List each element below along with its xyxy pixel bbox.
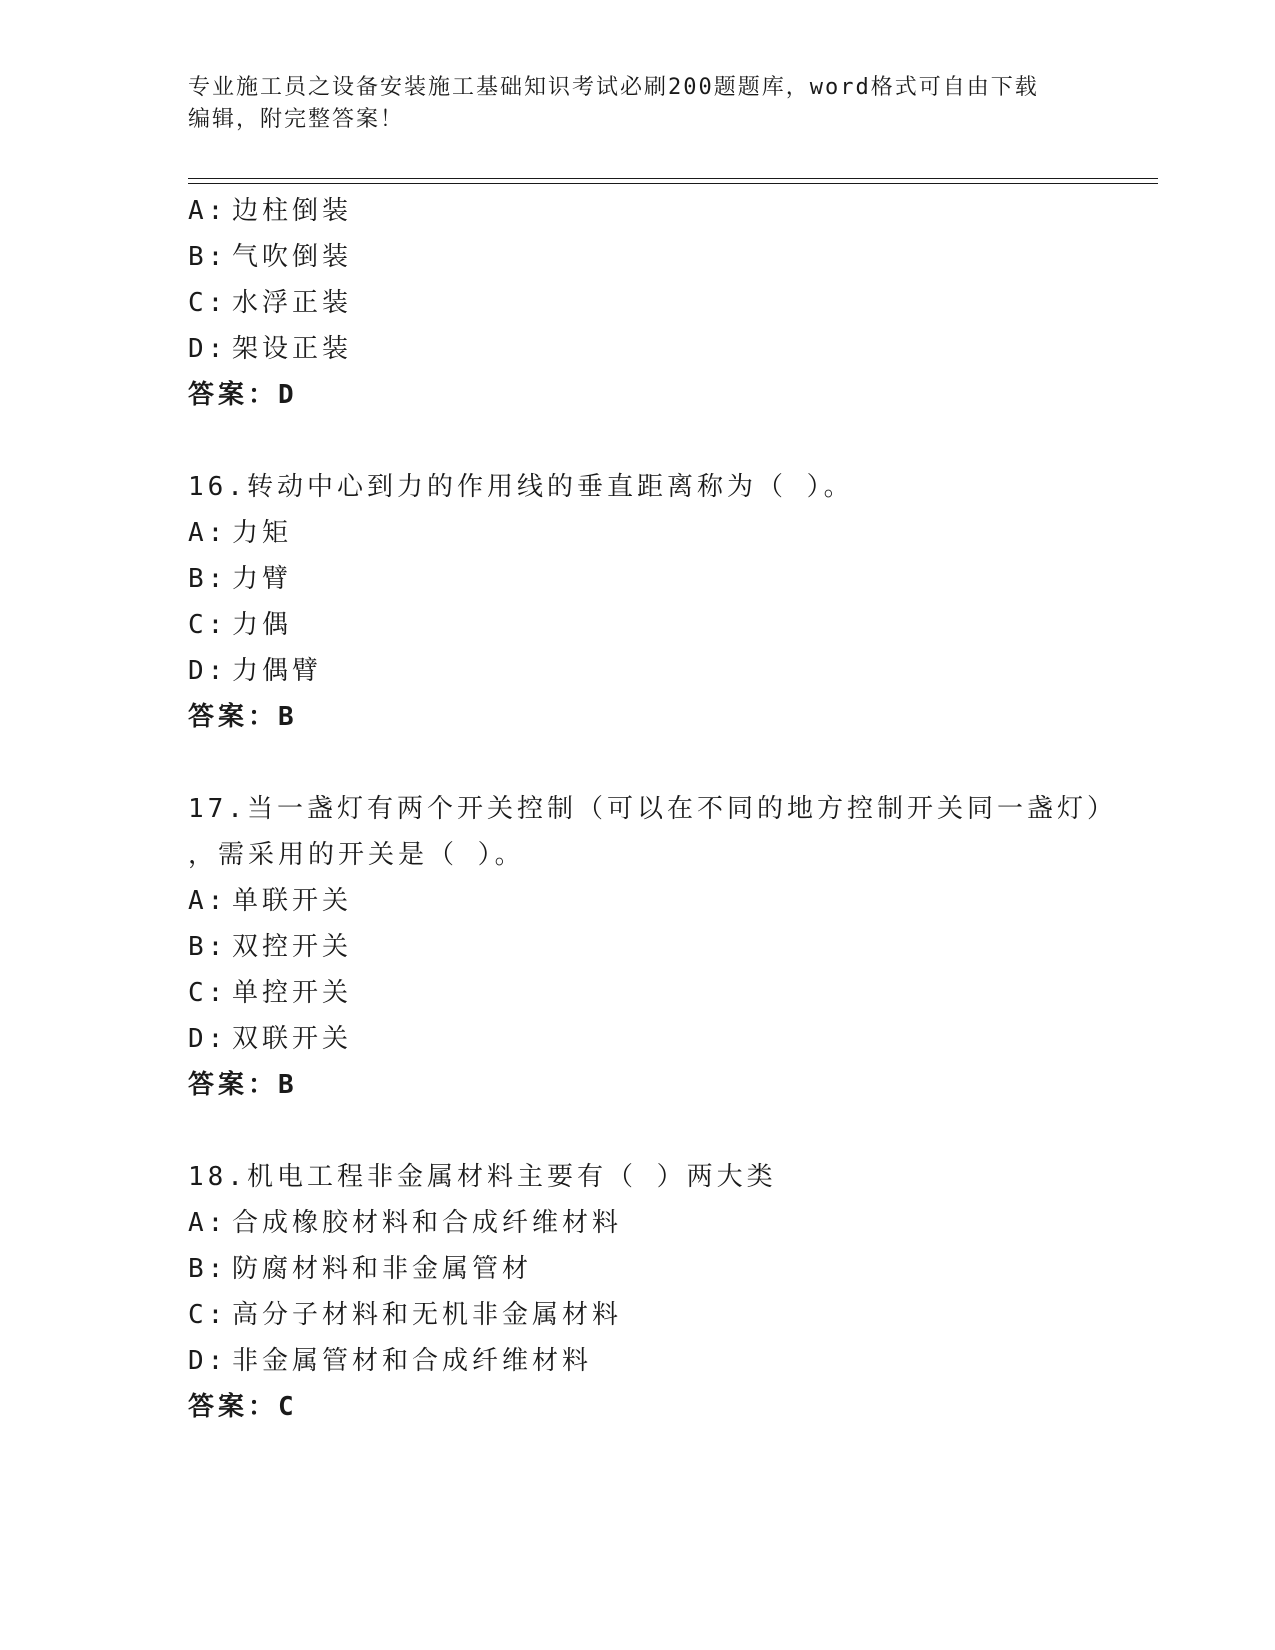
question-15 [188, 188, 1158, 418]
option-b: B: 防腐材料和非金属管材 [188, 1254, 533, 1284]
option-d: D: 力偶臂 [188, 656, 323, 686]
document-header [188, 72, 1088, 136]
question-text: 16.转动中心到力的作用线的垂直距离称为（ ）。 [188, 472, 854, 502]
option-b: B: 气吹倒装 [188, 242, 353, 272]
header-divider-top [188, 178, 1158, 179]
option-c: C: 水浮正装 [188, 288, 353, 318]
option-a: A: 边柱倒装 [188, 196, 353, 226]
option-a: A: 合成橡胶材料和合成纤维材料 [188, 1208, 623, 1238]
question-text-line-1: 17.当一盏灯有两个开关控制（可以在不同的地方控制开关同一盏灯） [188, 794, 1117, 824]
question-list [188, 188, 1158, 1430]
answer: 答案：C [188, 1392, 298, 1422]
header-line-1: 专业施工员之设备安装施工基础知识考试必刷200题题库，word格式可自由下载 [188, 75, 1039, 100]
question-18 [188, 1154, 1158, 1430]
option-a: A: 力矩 [188, 518, 293, 548]
question-16 [188, 464, 1158, 740]
option-c: C: 单控开关 [188, 978, 353, 1008]
option-c: C: 力偶 [188, 610, 293, 640]
spacer [188, 1108, 1158, 1154]
question-text-line-2: ，需采用的开关是（ ）。 [188, 840, 525, 870]
option-d: D: 双联开关 [188, 1024, 353, 1054]
header-divider-bottom [188, 183, 1158, 184]
option-d: D: 非金属管材和合成纤维材料 [188, 1346, 593, 1376]
question-17 [188, 786, 1158, 1108]
option-c: C: 高分子材料和无机非金属材料 [188, 1300, 623, 1330]
option-b: B: 双控开关 [188, 932, 353, 962]
question-text: 18.机电工程非金属材料主要有（ ）两大类 [188, 1162, 777, 1192]
spacer [188, 418, 1158, 464]
header-line-2: 编辑，附完整答案！ [188, 107, 405, 132]
answer: 答案：B [188, 702, 298, 732]
option-d: D: 架设正装 [188, 334, 353, 364]
option-a: A: 单联开关 [188, 886, 353, 916]
answer: 答案：B [188, 1070, 298, 1100]
option-b: B: 力臂 [188, 564, 293, 594]
answer: 答案：D [188, 380, 298, 410]
spacer [188, 740, 1158, 786]
